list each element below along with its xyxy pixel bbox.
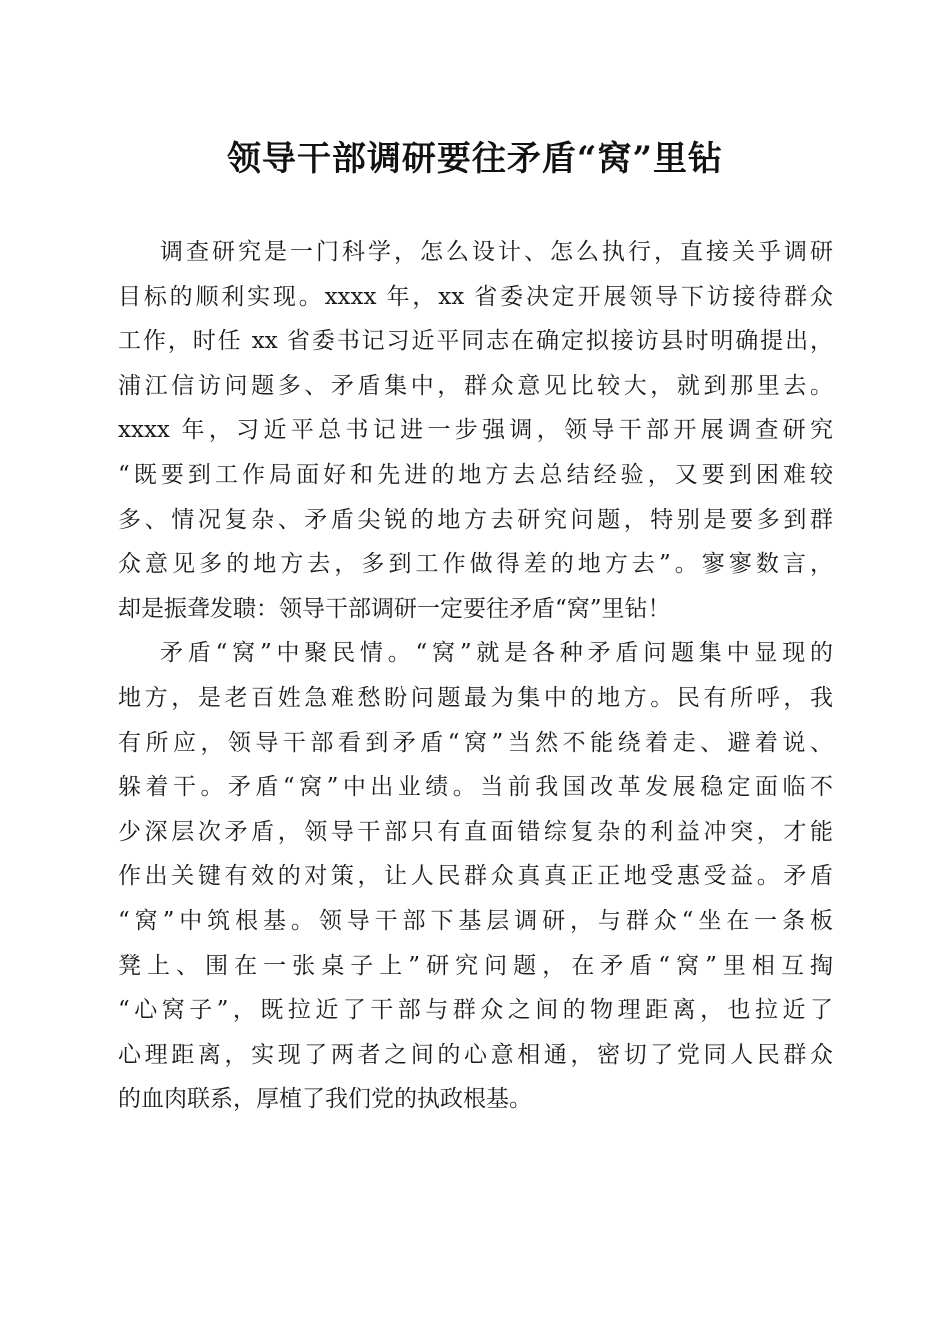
paragraph-1-line: 浦江信访问题多、矛盾集中，群众意见比较大，就到那里去。 <box>118 372 833 399</box>
paragraph-1-line: 多、情况复杂、矛盾尖锐的地方去研究问题，特别是要多到群 <box>118 506 833 533</box>
paragraph-2-line: 凳上、围在一张桌子上”研究问题，在矛盾“窝”里相互掏 <box>118 952 833 979</box>
paragraph-1-line: “既要到工作局面好和先进的地方去总结经验，又要到困难较 <box>118 461 833 488</box>
paragraph-1-line: 众意见多的地方去，多到工作做得差的地方去”。寥寥数言， <box>118 551 833 578</box>
paragraph-1-line: xxxx 年，习近平总书记进一步强调，领导干部开展调查研究 <box>118 417 833 444</box>
paragraph-1-line: 目标的顺利实现。xxxx 年，xx 省委决定开展领导下访接待群众 <box>118 283 833 310</box>
paragraph-2-line: 地方，是老百姓急难愁盼问题最为集中的地方。民有所呼，我 <box>118 684 833 711</box>
paragraph-2-line: “心窝子”，既拉近了干部与群众之间的物理距离，也拉近了 <box>118 997 833 1024</box>
paragraph-2-line: 心理距离，实现了两者之间的心意相通，密切了党同人民群众 <box>118 1041 833 1068</box>
document-title: 领导干部调研要往矛盾“窝”里钻 <box>226 139 724 179</box>
paragraph-1-line: 调查研究是一门科学，怎么设计、怎么执行，直接关乎调研 <box>160 239 833 265</box>
paragraph-2-line: 有所应，领导干部看到矛盾“窝”当然不能绕着走、避着说、 <box>118 729 833 756</box>
paragraph-2-line: “窝”中筑根基。领导干部下基层调研，与群众“坐在一条板 <box>118 907 833 934</box>
paragraph-2-line: 少深层次矛盾，领导干部只有直面错综复杂的利益冲突，才能 <box>118 818 833 845</box>
paragraph-2-line: 矛盾“窝”中聚民情。“窝”就是各种矛盾问题集中显现的 <box>160 640 833 667</box>
document-body <box>118 230 833 1122</box>
paragraph-2-line: 的血肉联系，厚植了我们党的执政根基。 <box>118 1086 532 1113</box>
paragraph-2-line: 躲着干。矛盾“窝”中出业绩。当前我国改革发展稳定面临不 <box>118 774 833 801</box>
paragraph-1-line: 却是振聋发聩：领导干部调研一定要往矛盾“窝”里钻！ <box>118 595 671 622</box>
paragraph-1-line: 工作，时任 xx 省委书记习近平同志在确定拟接访县时明确提出， <box>118 328 833 355</box>
paragraph-2-line: 作出关键有效的对策，让人民群众真真正正地受惠受益。矛盾 <box>118 863 833 890</box>
